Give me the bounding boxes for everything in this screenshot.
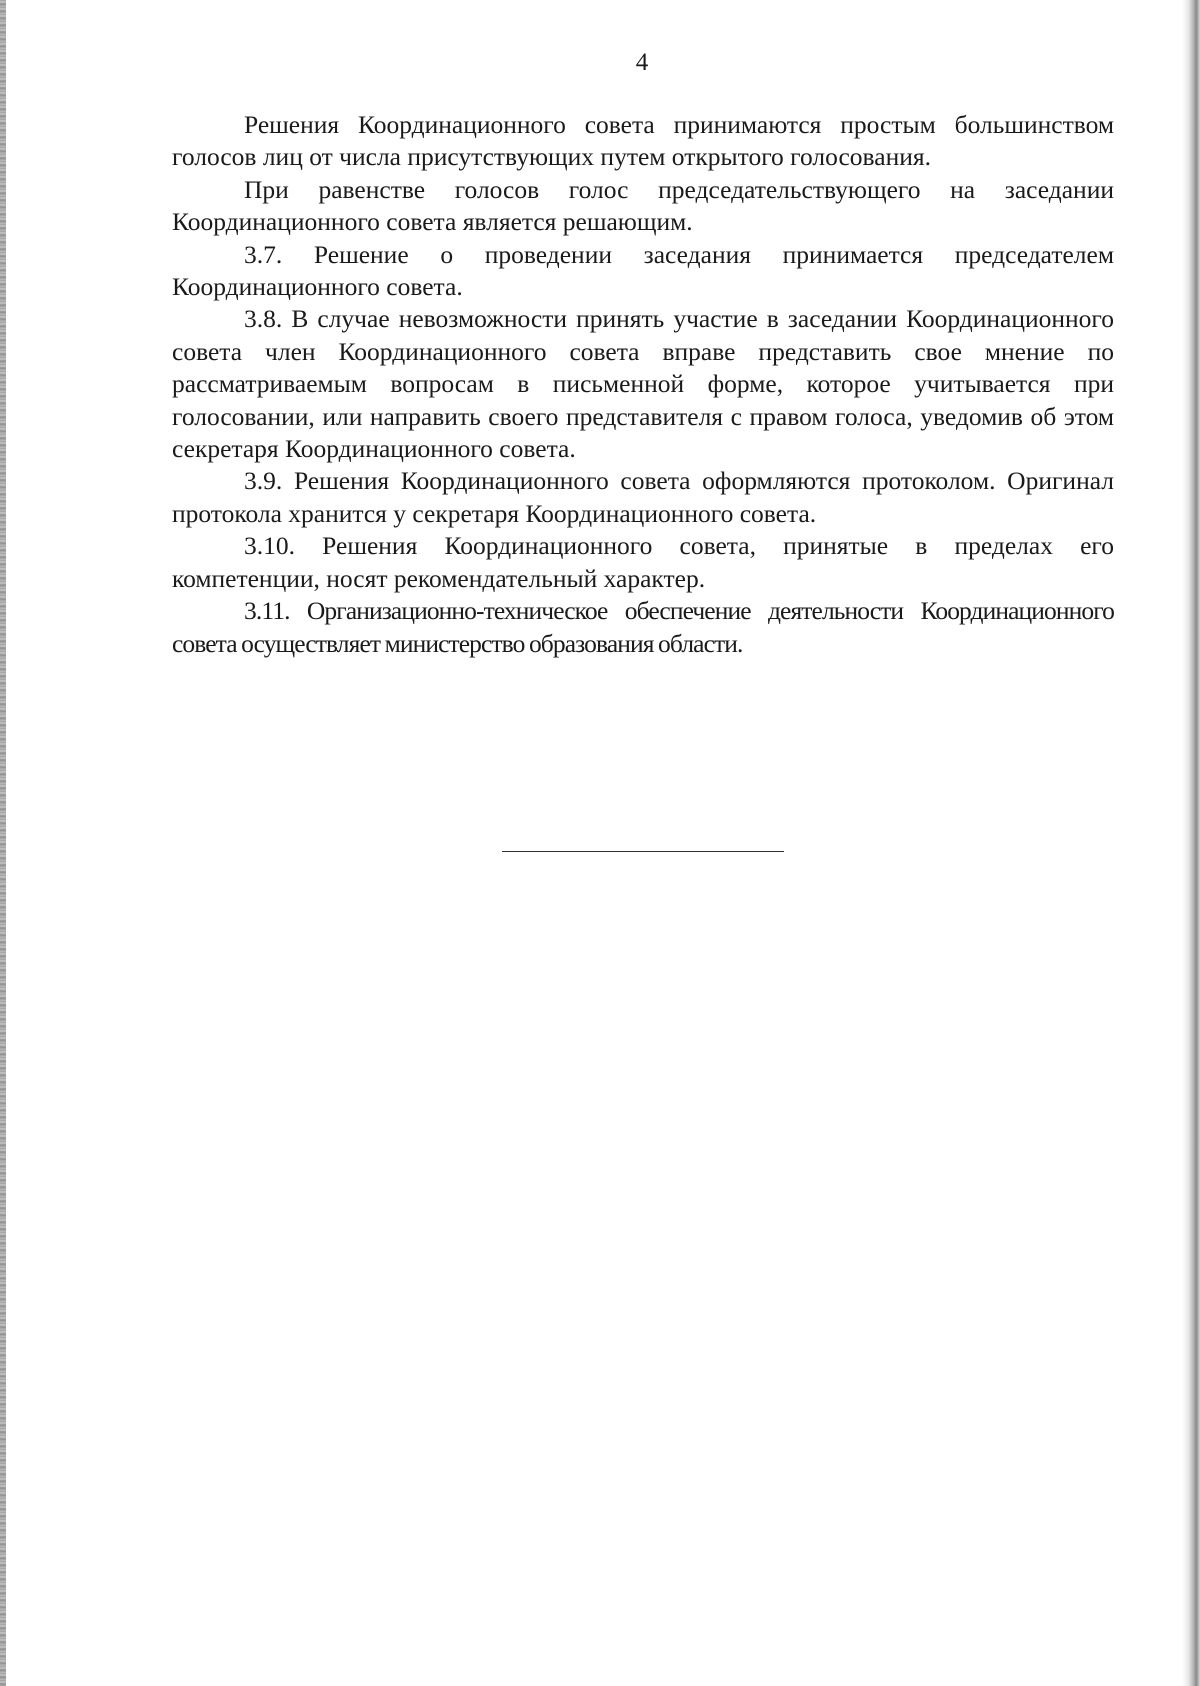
end-separator-line (502, 851, 784, 852)
scan-edge-left (0, 0, 6, 1686)
page-number: 4 (635, 49, 649, 76)
paragraph-voting-majority: Решения Координационного совета принимаются простым большинством голосов лиц от числа присутствующих путем открытого голосования. (172, 110, 1114, 172)
paragraph-3-10: 3.10. Решения Координационного совета, принятые в пределах его компетенции, носят рекомендательный характер. (172, 531, 1114, 593)
paragraph-tie-vote: При равенстве голосов голос председательствующего на заседании Координационного совета является решающим. (172, 174, 1114, 237)
paragraph-3-11: 3.11. Организационно-техническое обеспечение деятельности Координационного совета осуществляет министерство образования области. (172, 596, 1114, 658)
document-body (172, 109, 1114, 660)
paragraph-3-9: 3.9. Решения Координационного совета оформляются протоколом. Оригинал протокола хранится у секретаря Координационного совета. (172, 466, 1114, 528)
paragraph-3-7: 3.7. Решение о проведении заседания принимается председателем Координационного совета. (172, 239, 1114, 302)
scan-edge-right (1182, 0, 1200, 1686)
paragraph-3-8: 3.8. В случае невозможности принять участие в заседании Координационного совета член Координационного совета вправе представить свое мнение по рассматриваемым вопросам в письменной форме, которое учитывается при голосовании, или направить своего представителя с правом голоса, уведомив об этом секретаря Координационного совета. (172, 304, 1114, 464)
